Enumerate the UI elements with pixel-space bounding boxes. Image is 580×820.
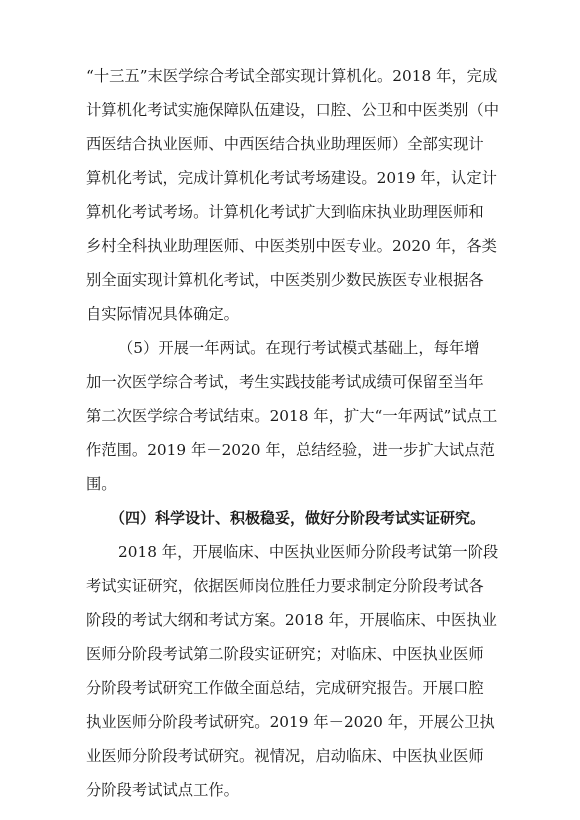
body-text-line: 自实际情况具体确定。 — [86, 305, 239, 323]
body-text-line: 考试实证研究，依据医师岗位胜任力要求制定分阶段考试各 — [86, 577, 484, 595]
paragraph-first-line: （5）开展一年两试。在现行考试模式基础上，每年增 — [118, 339, 480, 357]
body-text-line: 计算机化考试实施保障队伍建设，口腔、公卫和中医类别（中 — [86, 101, 500, 119]
body-text-line: 算机化考试，完成计算机化考试考场建设。2019 年，认定计 — [86, 169, 497, 187]
body-text-line: 围。 — [86, 475, 117, 493]
paragraph-first-line: 2018 年，开展临床、中医执业医师分阶段考试第一阶段 — [118, 543, 499, 561]
body-text-line: 别全面实现计算机化考试，中医类别少数民族医专业根据各 — [86, 271, 484, 289]
body-text-line: 作范围。2019 年－2020 年，总结经验，进一步扩大试点范 — [86, 441, 495, 459]
body-text-line: 算机化考试考场。计算机化考试扩大到临床执业助理医师和 — [86, 203, 484, 221]
body-text-line: 医师分阶段考试第二阶段实证研究；对临床、中医执业医师 — [86, 645, 484, 663]
body-text-line: 业医师分阶段考试研究。视情况，启动临床、中医执业医师 — [86, 747, 484, 765]
body-text-line: “十三五”末医学综合考试全部实现计算机化。2018 年，完成 — [86, 67, 498, 85]
body-text-line: 分阶段考试研究工作做全面总结，完成研究报告。开展口腔 — [86, 679, 484, 697]
body-text-line: 加一次医学综合考试，考生实践技能考试成绩可保留至当年 — [86, 373, 484, 391]
body-text-line: 执业医师分阶段考试研究。2019 年－2020 年，开展公卫执 — [86, 713, 495, 731]
body-text-line: 西医结合执业医师、中西医结合执业助理医师）全部实现计 — [86, 135, 484, 153]
body-text-line: 乡村全科执业助理医师、中医类别中医专业。2020 年，各类 — [86, 237, 497, 255]
body-text-line: 阶段的考试大纲和考试方案。2018 年，开展临床、中医执业 — [86, 611, 497, 629]
section-heading: （四）科学设计、积极稳妥，做好分阶段考试实证研究。 — [110, 509, 486, 527]
body-text-line: 分阶段考试试点工作。 — [86, 781, 239, 799]
body-text-line: 第二次医学综合考试结束。2018 年，扩大“一年两试”试点工 — [86, 407, 498, 425]
